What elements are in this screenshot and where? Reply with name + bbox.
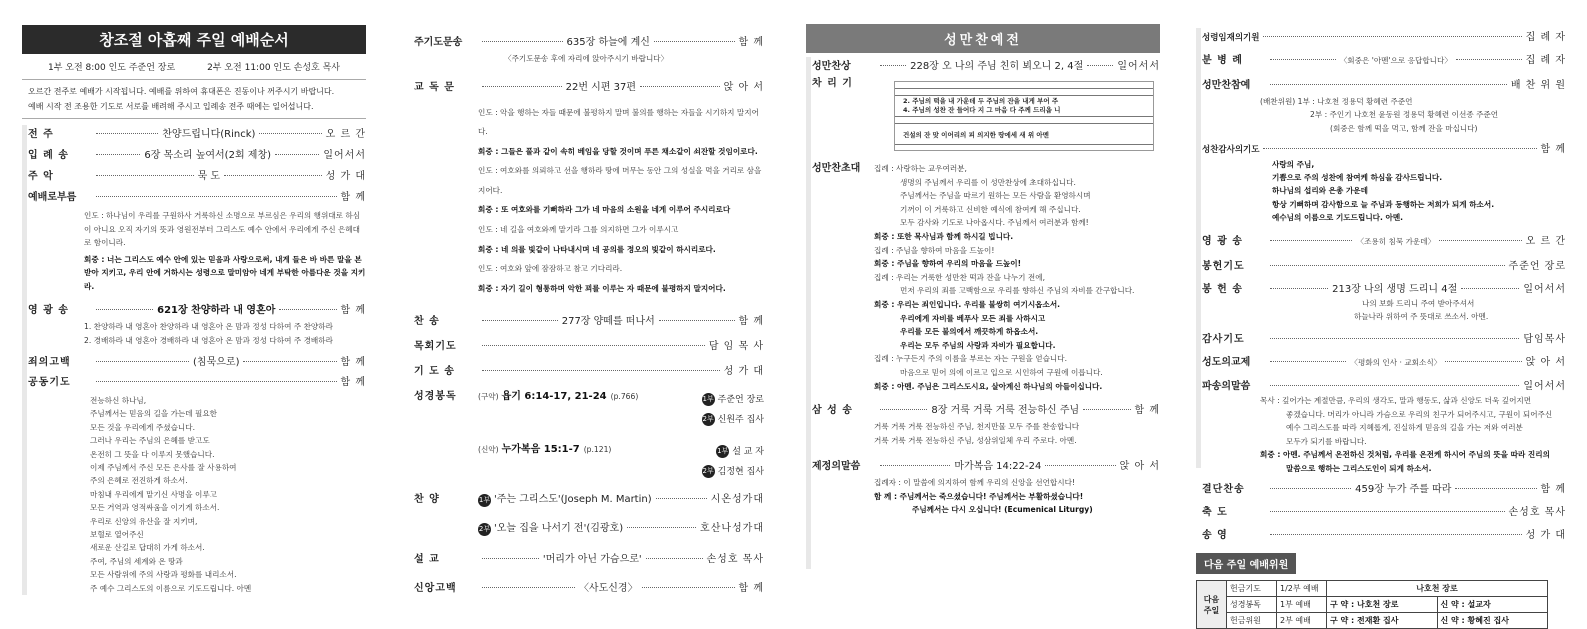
prayer-line: 우리로 신앙의 유산을 잘 지키며,	[90, 516, 198, 526]
prayer-line: 전능하신 하나님,	[90, 396, 147, 405]
table-setting-label-2: 차 리 기	[812, 78, 853, 89]
item-thanks-prayer: 감사기도 담임목사	[1202, 333, 1566, 345]
margin-bar	[806, 57, 811, 569]
reader-1-first: 1부 주준언 장로	[702, 394, 764, 405]
prayer-line: 모든 거역과 영적싸움을 이기게 하소서.	[90, 503, 220, 513]
servers-1: (배찬위원) 1부 : 나호천 정용덕 황혜련 주준언	[1260, 96, 1413, 106]
leader-dots	[482, 370, 720, 371]
item-participation: 성만찬참예 배 찬 위 원	[1202, 79, 1566, 91]
item-hymn: 찬 송 277장 양떼를 떠나서 함 께	[414, 316, 765, 328]
prayer-line: 모든 것을 우리에게 주셨습니다.	[90, 422, 196, 432]
offertory-2: 하늘나라 위하여 주 뜻대로 쓰소서. 아멘.	[1354, 312, 1489, 322]
leader-dots	[1045, 465, 1115, 466]
leader-dots	[96, 175, 194, 176]
leader-dots	[482, 41, 563, 42]
prayer-line: 모든 사람위에 주의 사랑과 평화를 내리소서.	[90, 570, 237, 580]
invitation-line: 집례 : 누구든지 주의 이름을 부르는 자는 구원을 얻습니다.	[874, 354, 1067, 364]
item-prelude: 전 주 찬양드립니다(Rinck) 오 르 간	[28, 129, 366, 140]
leader-dots	[1270, 385, 1519, 386]
intro-line-1: 오르간 전주로 예배가 시작됩니다. 예배를 위하여 휴대폰은 진동이나 꺼주시기 바랍니다.	[28, 87, 335, 96]
reader-1-second: 2부 신원주 집사	[702, 414, 764, 425]
invitation-line: 마음으로 믿어 의에 이르고 입으로 시인하여 구원에 이릅니다.	[900, 367, 1103, 377]
invitation-line: 우리를 모든 불의에서 깨끗하게 하옵소서.	[900, 327, 1039, 337]
communion-title: 성만찬예전	[806, 24, 1160, 53]
leader-dots	[279, 309, 336, 310]
item-music: 주 악 묵 도 성 가 대	[28, 171, 366, 182]
invitation-line: 집례 : 사랑하는 교우여러분,	[874, 164, 967, 173]
institution-3: 주님께서는 다시 오십니다! (Ecumenical Liturgy)	[912, 505, 1093, 515]
intro-notice	[22, 79, 366, 119]
intro-line-2: 예배 시작 전 조용한 기도로 서로를 배려해 주시고 입례송 전주 때에는 일어섭니다.	[28, 102, 314, 111]
leader-dots	[275, 154, 319, 155]
invitation-line: 기꺼이 이 거룩하고 신비한 예식에 참여케 해 주십니다.	[900, 204, 1081, 214]
reader-2-second: 2부 김정현 집사	[702, 467, 764, 478]
leader-dots	[1455, 488, 1536, 489]
sending-2: 좋겠습니다. 머리가 아니라 가슴으로 우리의 친구가 되어주시고, 구원이 되어주신	[1286, 409, 1553, 419]
prayer-line: 그러나 우리는 주님의 은혜를 받고도	[90, 436, 210, 446]
gloria-verse-2: 2. 경배하라 내 영혼아 경배하라 내 영혼아 온 맘과 정성 다하여 주 경배하라	[84, 335, 333, 345]
reader-2-first: 1부 설 교 자	[717, 447, 764, 458]
leader-dots	[482, 320, 558, 321]
item-benediction: 축 도 손성호 목사	[1202, 507, 1566, 519]
prayer-line: 마침내 우리에게 맡기신 사명을 이루고	[90, 489, 218, 499]
gloria-verse-1: 1. 찬양하라 내 영혼아 찬양하라 내 영혼아 온 맘과 정성 다하여 주 찬양하라	[84, 322, 333, 331]
item-closing-hymn: 결단찬송 459장 누가 주를 따라 함 께	[1202, 484, 1566, 496]
service-2: 2부 오전 11:00 인도 손성호 목사	[207, 63, 340, 73]
item-scripture-ot: 성경봉독 (구약) 욥기 6:14-17, 21-24 (p.766)	[414, 391, 639, 403]
panel-worship-continued	[414, 0, 764, 595]
leader-dots	[1461, 288, 1519, 289]
leader-dots	[880, 465, 950, 466]
leader-dots	[1270, 240, 1352, 241]
leader-dots	[1270, 488, 1351, 489]
leader-dots	[640, 86, 720, 87]
sanctus-line-2: 거룩 거룩 거룩 전능하신 주님, 성삼위일체 우리 주로다. 아멘.	[874, 435, 1077, 445]
item-gloria: 영 광 송 621장 찬양하라 내 영혼아 함 께	[28, 305, 367, 316]
prayer-line: 새로운 산길로 답대히 가게 하소서.	[90, 543, 205, 553]
item-table-setting: 성만찬상 228장 오 나의 주님 친히 뵈오니 2, 4절 일어서서	[812, 61, 1160, 72]
call-leader: 인도 : 하나님이 우리를 구원하사 거룩하신 소명으로 부르심은 우리의 행위대로 하심이 아니요 오직 자기의 뜻과 영원전부터 그리스도 예수 안에서 우리에게 주신 은혜대로 함이니라.	[84, 211, 361, 247]
sending-6: 말씀으로 행하는 그리스도인이 되게 하소서.	[1286, 463, 1432, 473]
leader-dots	[1270, 84, 1507, 85]
sending-4: 모두가 되기를 바랍니다.	[1286, 436, 1367, 446]
reading-line: 인도 : 여호와를 의뢰하고 선을 행하라 땅에 머무는 동안 그의 성실을 먹을 거리로 삼을지어다.	[478, 166, 762, 195]
thanksgiving-prayer	[1272, 158, 1566, 224]
item-fraction: 분 병 례 〈회중은 '아멘'으로 응답합니다〉 집 례 자	[1202, 55, 1566, 66]
item-scripture-nt: (신약) 누가복음 15:1-7 (p.121)	[478, 443, 612, 455]
leader-dots	[656, 498, 707, 499]
leader-dots	[1087, 65, 1113, 66]
invitation-line: 모두 감사와 기도로 나아옵시다. 주님께서 여러분과 함께!	[900, 218, 1089, 228]
reading-line: 인도 : 여호와 앞에 잠잠하고 참고 기다리라.	[478, 264, 623, 274]
item-confession: 죄의고백 (침묵으로) 함 께	[28, 357, 367, 368]
reading-line: 회중 : 또 여호와를 기뻐하라 그가 네 마음의 소원을 네게 이루어 주시리로다	[478, 205, 731, 215]
item-doxology: 송 영 성 가 대	[1202, 530, 1566, 542]
reading-line: 회중 : 그들은 풀과 같이 속히 베임을 당할 것이며 푸른 채소같이 쇠잔할 것임이로다.	[478, 146, 758, 156]
sanctus-line-1: 거룩 거룩 거룩 전능하신 주님, 천지만물 모두 주를 찬송합니다	[874, 422, 1080, 432]
reading-line: 회중 : 자기 길이 형통하며 악한 꾀를 이루는 자 때문에 불평하지 말지어다.	[478, 283, 726, 293]
item-creed: 신앙고백 〈사도신경〉 함 께	[414, 583, 765, 595]
service-times	[48, 60, 340, 73]
leader-dots	[627, 527, 696, 528]
service-1: 1부 오전 8:00 인도 주준언 장로	[48, 63, 176, 73]
item-sermon: 설 교 '머리가 아닌 가슴으로' 손성호 목사	[414, 554, 764, 566]
thanks-line: 사랑의 주님,	[1272, 160, 1315, 169]
leader-dots	[96, 196, 337, 197]
leader-dots	[1445, 361, 1521, 362]
item-offering-prayer: 봉헌기도 주준언 장로	[1202, 260, 1566, 272]
leader-dots	[482, 86, 562, 87]
item-offertory: 봉 헌 송 213장 나의 생명 드리니 4절 일어서서	[1202, 283, 1566, 295]
prayer-line: 이제 주님께서 주신 모든 은사를 잘 사용하여	[90, 463, 237, 473]
servers-2: 2부 : 주인기 나호천 윤동원 정용덕 황혜련 이선종 주준언	[1310, 110, 1499, 119]
page-title: 창조절 아홉째 주일 예배순서	[22, 25, 366, 54]
leader-dots	[1456, 59, 1522, 60]
margin-bar	[22, 125, 27, 595]
item-epiclesis: 성령임재의기원 집 례 자	[1202, 32, 1566, 43]
leader-dots	[880, 65, 906, 66]
leader-dots	[1439, 240, 1521, 241]
invitation-line: 우리는 모두 주님의 사랑과 자비가 필요합니다.	[900, 340, 1056, 350]
margin-bar	[1196, 28, 1201, 468]
institution-1: 집례자 : 이 말씀에 의지하여 함께 우리의 신앙을 선언합시다!	[874, 478, 1075, 488]
sending-1: 목사 : 깊어가는 계절만큼, 우리의 생각도, 말과 행동도, 삶과 신앙도 더욱 깊어지면	[1260, 396, 1532, 406]
leader-dots	[1263, 36, 1521, 37]
prayer-line: 주님께서는 믿음의 길을 가는데 필요한	[90, 409, 218, 419]
reading-line: 인도 : 악을 행하는 자들 때문에 불평하지 말며 불의를 행하는 자들을 시기하지 말지어다.	[478, 107, 759, 137]
item-fellowship: 성도의교제 〈평화의 인사 · 교회소식〉 앉 아 서	[1202, 356, 1566, 368]
leader-dots	[224, 175, 322, 176]
leader-dots	[1270, 534, 1522, 535]
responsive-reading-text	[478, 103, 764, 299]
item-anthem-2: 2부 '오늘 집을 나서기 전'(김광호) 호산나성가대	[478, 523, 764, 535]
reading-line: 인도 : 네 길을 여호와께 맡기라 그를 의지하면 그가 이루시고	[478, 225, 679, 235]
invitation-line: 집례 : 주님을 향하여 마음을 드높이!	[874, 245, 995, 255]
prayer-line: 주의 은혜로 전진하게 하소서.	[90, 476, 188, 486]
invitation-line: 우리에게 자비를 베푸사 모든 죄를 사하시고	[900, 313, 1046, 323]
sending-5: 회중 : 아멘. 주님께서 온전하신 것처럼, 우리를 온전케 하시어 주님의 뜻을 따라 진리의	[1260, 450, 1550, 460]
sending-3: 예수 그리스도를 따라 지혜롭게, 진실하게 믿음의 길을 가는 저와 여러분	[1286, 423, 1523, 433]
invitation-line: 먼저 우리의 죄를 고백함으로 우리를 향하신 주님의 자비를 간구합니다.	[900, 286, 1135, 296]
leader-dots	[96, 133, 158, 134]
leader-dots	[1083, 409, 1130, 410]
item-thanksgiving: 성찬감사의기도 함 께	[1202, 144, 1566, 155]
prayer-line: 주 예수 그리스도의 이름으로 기도드립니다. 아멘	[90, 583, 252, 593]
panel-communion-continued	[1196, 0, 1567, 626]
leader-dots	[642, 587, 735, 588]
invitation-line: 생명의 주님께서 우리를 이 성만찬상에 초대하십니다.	[900, 177, 1076, 187]
item-common-prayer: 공동기도 함 께	[28, 377, 366, 388]
leader-dots	[1270, 59, 1336, 60]
item-gloria-2: 영 광 송 〈조용히 침묵 가운데〉 오 르 간	[1202, 236, 1567, 248]
table-row: 성경봉독 1부 예배 구 약 : 나호천 장로 신 약 : 설교자	[1197, 597, 1548, 613]
item-sending: 파송의말씀 일어서서	[1202, 381, 1566, 393]
offertory-1: 나의 보화 드리니 주여 받아주셔서	[1362, 298, 1475, 308]
leader-dots	[646, 558, 703, 559]
item-prayer-song: 기 도 송 성 가 대	[414, 366, 764, 378]
prayer-line: 보혈로 열어주신	[90, 530, 144, 540]
panel-order-of-worship	[22, 0, 366, 595]
leader-dots	[243, 361, 336, 362]
common-prayer-text	[90, 394, 366, 595]
leader-dots	[880, 409, 927, 410]
item-lords-prayer: 주기도문송 635장 하늘에 계신 함 께	[414, 37, 764, 48]
invitation-text	[874, 162, 1160, 393]
lords-prayer-note: 〈주기도문송 후에 자리에 앉아주시기 바랍니다〉	[504, 54, 669, 63]
leader-dots	[482, 345, 705, 346]
prayer-line: 온전히 그 뜻을 다 이루지 못했습니다.	[90, 449, 215, 459]
leader-dots	[1270, 288, 1328, 289]
invitation-line: 회중 : 또한 목사님과 함께 하시길 빕니다.	[874, 231, 1014, 241]
call-people: 회중 : 너는 그리스도 예수 안에 있는 믿음과 사랑으로써, 내게 들은 바 바른 말을 본받아 지키고, 우리 안에 거하시는 성령으로 말미암아 네게 부탁한 아름다운 것을 지키라.	[84, 254, 366, 291]
leader-dots	[96, 154, 140, 155]
leader-dots	[259, 133, 321, 134]
item-entrance-hymn: 입 례 송 6장 목소리 높여서(2회 제창) 일어서서	[28, 150, 366, 161]
invitation-line: 집례 : 우리는 거룩한 성만찬 떡과 잔을 나누기 전에,	[874, 272, 1045, 282]
leader-dots	[1270, 338, 1519, 339]
invitation-line: 회중 : 우리는 죄인입니다. 우리를 불쌍히 여기시옵소서.	[874, 299, 1061, 309]
hymn-score-image: 2. 주님의 떡을 내 가운데 두 주님의 잔을 내게 부어 주 4. 주님의 성찬 잔 들어다 지 그 마음 다 주께 드리옵 니 건설의 잔 맞 이어리의 피 의지한 땅에세 새 위 아멘	[894, 81, 1154, 151]
leader-dots	[96, 361, 189, 362]
leader-dots	[1270, 511, 1505, 512]
leader-dots	[96, 381, 337, 382]
item-words-of-institution: 제정의말씀 마가복음 14:22-24 앉 아 서	[812, 461, 1161, 473]
leader-dots	[1263, 148, 1536, 149]
servers-note: (회중은 함께 떡을 먹고, 함께 잔을 마십니다)	[1330, 123, 1478, 133]
thanks-line: 예수님의 이름으로 기도드립니다. 아멘.	[1272, 212, 1404, 222]
thanks-line: 하나님의 섭리와 은총 가운데	[1272, 186, 1368, 196]
item-sanctus: 삼 성 송 8장 거룩 거룩 거룩 전능하신 주님 함 께	[812, 405, 1160, 417]
invitation-line: 회중 : 주님을 향하여 우리의 마음을 드높이!	[874, 259, 1022, 269]
leader-dots	[96, 309, 153, 310]
next-week-title: 다음 주일 예배위원	[1196, 553, 1296, 574]
next-week-table	[1196, 580, 1548, 629]
thanks-line: 항상 기뻐하며 감사함으로 늘 주님과 동행하는 저희가 되게 하소서.	[1272, 199, 1495, 209]
item-communion-invitation: 성만찬초대	[812, 163, 861, 174]
leader-dots	[659, 320, 735, 321]
table-row: 다음 주일 헌금기도 1/2부 예배 나호천 장로	[1197, 581, 1548, 597]
invitation-line: 회중 : 아멘. 주님은 그리스도시요, 살아계신 하나님의 아들이십니다.	[874, 381, 1103, 391]
thanks-line: 기쁨으로 주의 성찬에 참여케 하심을 감사드립니다.	[1272, 173, 1443, 183]
item-anthem-1: 찬 양 1부 '주는 그리스도'(Joseph M. Martin) 시온성가대	[414, 494, 764, 506]
item-call-to-worship: 예배로부름 함 께	[28, 192, 366, 203]
item-responsive-reading: 교 독 문 22번 시편 37편 앉 아 서	[414, 81, 765, 93]
institution-2: 함 께 : 주님께서는 죽으셨습니다! 주님께서는 부활하셨습니다!	[874, 491, 1084, 501]
leader-dots	[1270, 265, 1505, 266]
item-pastoral-prayer: 목회기도 담 임 목 사	[414, 341, 764, 353]
leader-dots	[482, 558, 539, 559]
panel-communion	[806, 0, 1160, 595]
leader-dots	[482, 587, 575, 588]
invitation-line: 주님께서는 주님을 따르기 원하는 모든 사람을 환영하시며	[900, 191, 1091, 201]
table-row: 헌금위원 2부 예배 구 약 : 전재환 집사 신 약 : 황혜진 집사	[1197, 613, 1548, 629]
prayer-line: 주여, 주님의 세계와 온 땅과	[90, 556, 183, 566]
leader-dots	[654, 41, 735, 42]
reading-line: 회중 : 네 의를 빛같이 나타내시며 네 공의를 정오의 빛같이 하시리로다.	[478, 244, 716, 254]
leader-dots	[1270, 361, 1346, 362]
